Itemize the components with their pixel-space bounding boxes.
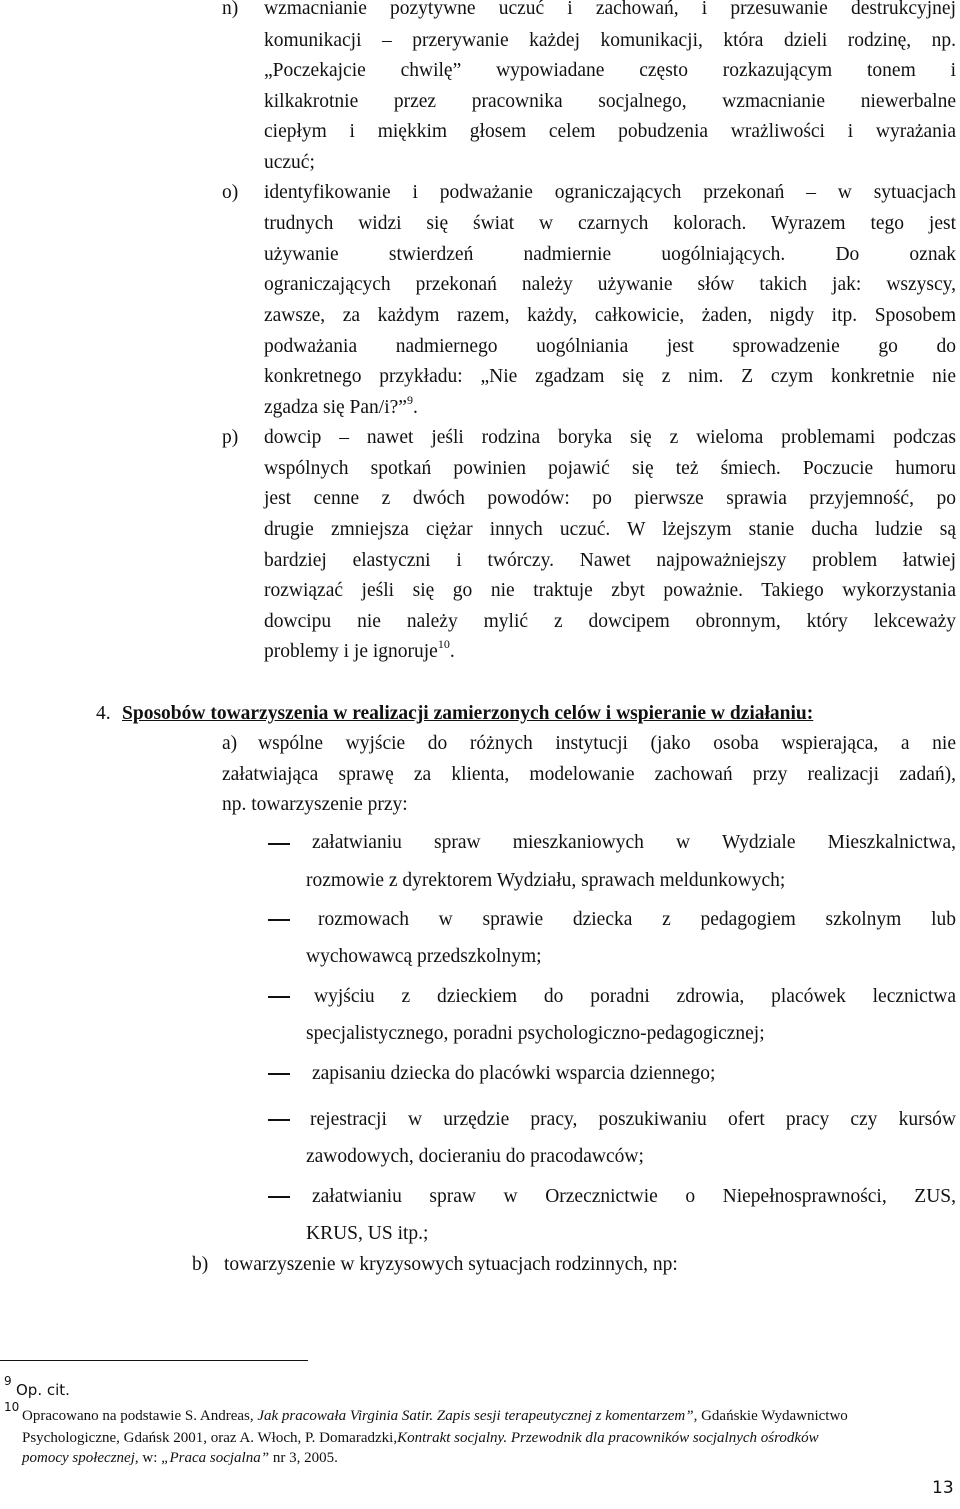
bullet-text: KRUS, US itp.; [306, 1223, 429, 1244]
bullet-text: specjalistycznego, poradni psychologiczno-pedagogicznej; [306, 1023, 765, 1044]
text-span: Kontrakt socjalny. Przewodnik dla pracowników socjalnych ośrodków [397, 1430, 819, 1446]
text-line: komunikacji – przerywanie każdej komunikacji, która dzieli rodzinę, np. [264, 30, 956, 51]
text-span: Jak pracowała Virginia Satir. Zapis sesji terapeutycznej z komentarzem”, [257, 1408, 698, 1424]
bullet-text: wychowawcą przedszkolnym; [306, 946, 542, 967]
text-line: kilkakrotnie przez pracownika socjalnego, wzmacnianie niewerbalne [264, 91, 956, 112]
text-line: używanie stwierdzeń nadmiernie uogólniających. Do oznak [264, 244, 956, 265]
text-line: zawsze, za każdym razem, każdy, całkowicie, żaden, nigdy itp. Sposobem [264, 305, 956, 326]
bullet-text: wyjściu z dzieckiem do poradni zdrowia, placówek lecznictwa [314, 986, 956, 1007]
footnote-number: 10 [4, 1400, 20, 1414]
text-line: drugie zmniejsza ciężar innych uczuć. W lżejszym stanie ducha ludzie są [264, 519, 956, 540]
text-span: Psychologiczne, Gdańsk 2001, oraz A. Włoch, P. Domaradzki, [22, 1430, 398, 1446]
text-line: dowcip – nawet jeśli rodzina boryka się z wieloma problemami podczas [264, 427, 956, 448]
text-line: wspólne wyjście do różnych instytucji (jako osoba wspierająca, a nie [258, 733, 956, 754]
list-label-b: b) [192, 1254, 209, 1275]
list-label-o: o) [222, 182, 239, 203]
text-line: ciepłym i miękkim głosem celem pobudzenia wrażliwości i wyrażania [264, 121, 956, 142]
section-number: 4. [96, 703, 111, 724]
text-line: konkretnego przykładu: „Nie zgadzam się z nim. Z czym konkretnie nie [264, 366, 956, 387]
bullet-text: załatwianiu spraw mieszkaniowych w Wydziale Mieszkalnictwa, [312, 832, 956, 853]
dash-bullet [268, 996, 290, 998]
footnote-separator [0, 1360, 308, 1361]
bullet-text: rozmowach w sprawie dziecka z pedagogiem szkolnym lub [318, 909, 956, 930]
footnote-ref-10: 10 [437, 636, 450, 651]
list-label-a: a) [222, 733, 238, 754]
dash-bullet [268, 843, 290, 845]
text-line: wzmacnianie pozytywne uczuć i zachowań, i przesuwanie destrukcyjnej [264, 0, 956, 19]
text-span: Gdańskie Wydawnictwo [697, 1408, 848, 1424]
section-heading: Sposobów towarzyszenia w realizacji zamierzonych celów i wspieranie w działaniu: [122, 703, 814, 724]
text-span: „Praca socjalna” [161, 1450, 270, 1466]
text-line: podważania nadmiernego uogólniania jest sprowadzenie go do [264, 336, 956, 357]
footnote-text [22, 1428, 819, 1448]
text-line: identyfikowanie i podważanie ograniczających przekonań – w sytuacjach [264, 182, 956, 203]
text-line: bardziej elastyczni i twórczy. Nawet najpoważniejszy problem łatwiej [264, 550, 956, 571]
text-line [264, 393, 418, 423]
text-line: dowcipu nie należy mylić z dowcipem obronnym, który lekceważy [264, 611, 956, 632]
footnote-text: Op. cit. [16, 1381, 70, 1399]
text-span: , w: [134, 1450, 162, 1466]
text-line: uczuć; [264, 152, 315, 173]
bullet-text: rejestracji w urzędzie pracy, poszukiwaniu ofert pracy czy kursów [310, 1109, 956, 1130]
dash-bullet [268, 1119, 290, 1121]
bullet-text: zapisaniu dziecka do placówki wsparcia dziennego; [312, 1063, 716, 1084]
text-line [264, 637, 455, 667]
bullet-text: rozmowie z dyrektorem Wydziału, sprawach meldunkowych; [306, 870, 786, 891]
page-number: 13 [932, 1478, 954, 1498]
list-label-n: n) [222, 0, 239, 19]
bullet-text: zawodowych, docieraniu do pracodawców; [306, 1146, 644, 1167]
text-span: zgadza się Pan/i?” [264, 397, 407, 418]
text-span: nr 3, 2005. [269, 1450, 338, 1466]
text-line: trudnych widzi się świat w czarnych kolorach. Wyrazem tego jest [264, 213, 956, 234]
text-line: „Poczekajcie chwilę” wypowiadane często rozkazującym tonem i [264, 60, 956, 81]
text-span: Opracowano na podstawie S. Andreas, [22, 1408, 258, 1424]
text-span: pomocy społecznej [22, 1450, 135, 1466]
bullet-text: załatwianiu spraw w Orzecznictwie o Niepełnosprawności, ZUS, [312, 1186, 956, 1207]
text-line: ograniczających przekonań należy używanie słów takich jak: wszyscy, [264, 274, 956, 295]
text-line: wspólnych spotkań powinien pojawić się też śmiech. Poczucie humoru [264, 458, 956, 479]
text-line: rozwiązać jeśli się go nie traktuje zbyt poważnie. Takiego wykorzystania [264, 580, 956, 601]
text-span: . [412, 397, 418, 418]
text-line: załatwiająca sprawę za klienta, modelowanie zachowań przy realizacji zadań), [222, 764, 956, 785]
text-line: towarzyszenie w kryzysowych sytuacjach rodzinnych, np: [224, 1254, 678, 1275]
text-span: problemy i je ignoruje [264, 641, 438, 662]
footnote-text [22, 1448, 338, 1468]
text-line: np. towarzyszenie przy: [222, 794, 408, 815]
dash-bullet [268, 1073, 290, 1075]
footnote-number: 9 [4, 1374, 12, 1388]
text-line: jest cenne z dwóch powodów: po pierwsze sprawia przyjemność, po [264, 488, 956, 509]
text-span: . [449, 641, 455, 662]
footnote-text [22, 1406, 848, 1426]
dash-bullet [268, 919, 290, 921]
list-label-p: p) [222, 427, 239, 448]
footnote-ref-9: 9 [406, 392, 413, 407]
dash-bullet [268, 1196, 290, 1198]
